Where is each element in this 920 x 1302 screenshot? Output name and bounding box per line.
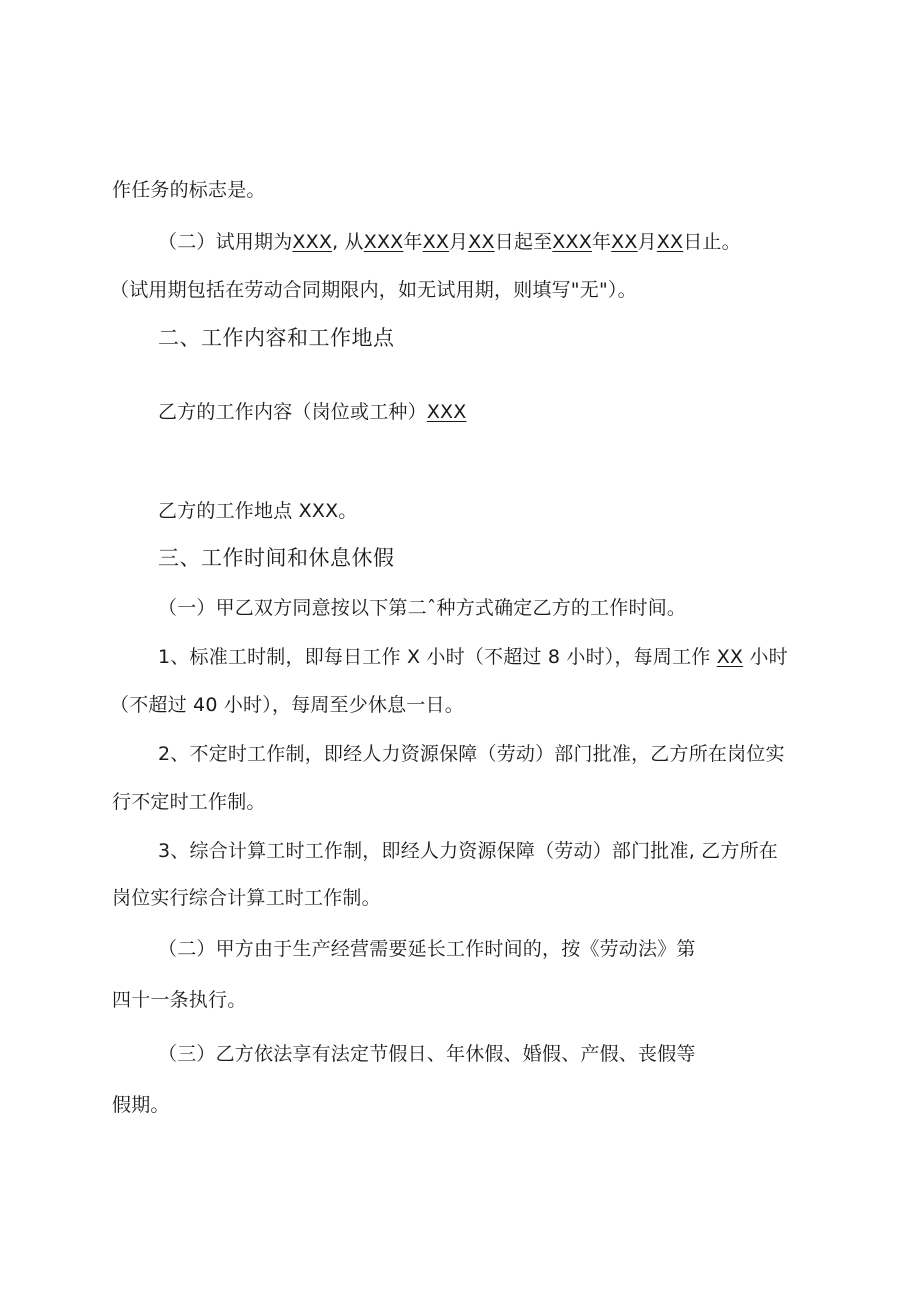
- paragraph-line: [112, 788, 266, 816]
- paragraph-line: [158, 740, 785, 768]
- paragraph-line: [158, 1040, 696, 1068]
- text: 小时（不超过 8 小时），每周工作: [420, 646, 717, 668]
- section-heading-3: [158, 544, 395, 572]
- section-heading-2: [158, 324, 395, 352]
- start-year-blank: XXX: [363, 231, 404, 253]
- heading-text: 三、工作时间和休息休假: [158, 546, 395, 570]
- text: 四十一条执行。: [112, 989, 247, 1011]
- daily-hours-value: X: [406, 646, 421, 668]
- text: （一）甲乙双方同意按以下第二ˆ种方式确定乙方的工作时间。: [158, 597, 687, 619]
- text: 乙方的工作地点: [158, 500, 299, 522]
- text: （二）试用期为: [158, 231, 293, 253]
- work-location-line: [158, 497, 358, 525]
- text: 作任务的标志是。: [112, 179, 266, 201]
- end-month-blank: XX: [611, 231, 638, 253]
- text: 1、标准工时制，即每日工作: [158, 646, 407, 668]
- text: 3、综合计算工时工作制，即经人力资源保障（劳动）部门批准, 乙方所在: [158, 840, 778, 862]
- paragraph-line: [158, 594, 686, 622]
- text: （试用期包括在劳动合同期限内，如无试用期，则填写"无"）。: [110, 279, 637, 301]
- text: 日起至: [494, 231, 553, 253]
- end-year-blank: XXX: [552, 231, 592, 253]
- text: 乙方的工作内容（岗位或工种）: [158, 401, 427, 423]
- paragraph-line: [112, 1091, 170, 1119]
- end-day-blank: XX: [656, 231, 684, 253]
- probation-period-line: [158, 228, 741, 256]
- text: 。: [338, 500, 358, 522]
- paragraph-line: [158, 935, 696, 963]
- paragraph-line: [112, 884, 381, 912]
- text: 岗位实行综合计算工时工作制。: [112, 887, 381, 909]
- text: （不超过 40 小时），每周至少休息一日。: [110, 694, 464, 716]
- start-month-blank: XX: [422, 231, 450, 253]
- paragraph-line: [110, 276, 637, 304]
- text: 假期。: [112, 1094, 170, 1116]
- text: , 从: [332, 231, 364, 253]
- paragraph-line: [112, 176, 266, 204]
- work-location-value: XXX: [298, 500, 339, 522]
- text: （二）甲方由于生产经营需要延长工作时间的，按《劳动法》第: [158, 938, 696, 960]
- text: 月: [449, 231, 469, 253]
- standard-hours-line: [158, 643, 788, 671]
- paragraph-line: [158, 837, 778, 865]
- weekly-hours-blank: XX: [716, 646, 744, 668]
- text: 月: [637, 231, 657, 253]
- text: 小时: [743, 646, 788, 668]
- start-day-blank: XX: [468, 231, 495, 253]
- text: 2、不定时工作制，即经人力资源保障（劳动）部门批准，乙方所在岗位实: [158, 743, 785, 765]
- heading-text: 二、工作内容和工作地点: [158, 326, 395, 350]
- text: 年: [403, 231, 423, 253]
- job-content-blank: XXX: [426, 401, 467, 423]
- text: 年: [591, 231, 612, 253]
- text: 行不定时工作制。: [112, 791, 266, 813]
- probation-duration-blank: XXX: [292, 231, 333, 253]
- text: 日止。: [683, 231, 741, 253]
- job-content-line: [158, 398, 466, 426]
- paragraph-line: [112, 986, 246, 1014]
- text: （三）乙方依法享有法定节假日、年休假、婚假、产假、丧假等: [158, 1043, 696, 1065]
- paragraph-line: [110, 691, 464, 719]
